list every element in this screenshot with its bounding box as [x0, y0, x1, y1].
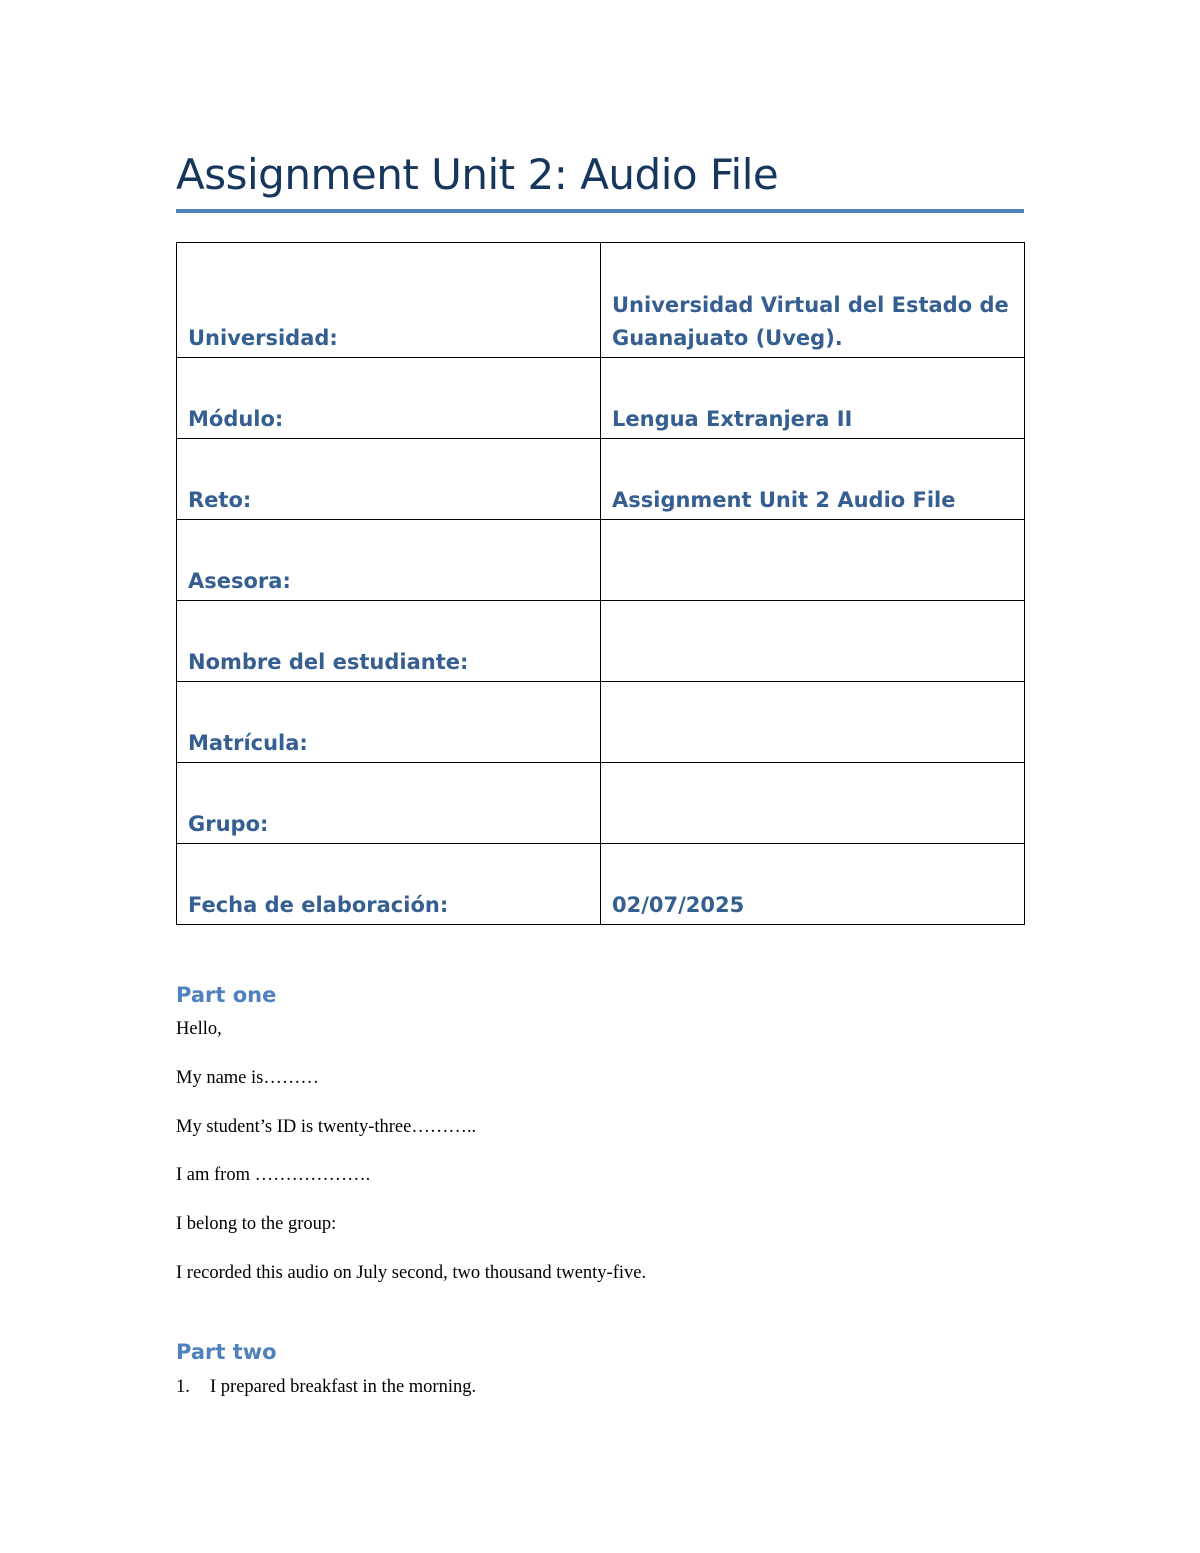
table-label-cell: [177, 358, 601, 439]
part-two-heading: Part two: [176, 1340, 277, 1364]
table-row: [177, 763, 1025, 844]
label-universidad: Universidad:: [188, 326, 338, 350]
part-one-line: My student’s ID is twenty-three………..: [176, 1117, 477, 1137]
table-label-cell: [177, 439, 601, 520]
table-value-cell: [601, 844, 1025, 925]
table-row: [177, 520, 1025, 601]
table-label-cell: [177, 243, 601, 358]
table-value-cell: [601, 358, 1025, 439]
part-one-line: I recorded this audio on July second, two thousand twenty-five.: [176, 1263, 647, 1283]
part-one-line: Hello,: [176, 1019, 222, 1039]
table-row: [177, 358, 1025, 439]
table-label-cell: [177, 601, 601, 682]
table-value-cell: [601, 682, 1025, 763]
label-reto: Reto:: [188, 488, 252, 512]
document-title: Assignment Unit 2: Audio File: [176, 150, 779, 199]
part-one-line: I am from ……………….: [176, 1165, 371, 1185]
table-value-cell: [601, 763, 1025, 844]
table-row: [177, 601, 1025, 682]
label-nombre-estudiante: Nombre del estudiante:: [188, 650, 469, 674]
table-row: [177, 682, 1025, 763]
title-underline: [176, 209, 1024, 213]
table-label-cell: [177, 763, 601, 844]
table-value-cell: [601, 243, 1025, 358]
label-grupo: Grupo:: [188, 812, 269, 836]
table-row: [177, 844, 1025, 925]
table-row: [177, 439, 1025, 520]
label-modulo: Módulo:: [188, 407, 284, 431]
label-matricula: Matrícula:: [188, 731, 308, 755]
value-modulo: Lengua Extranjera II: [612, 407, 853, 431]
table-value-cell: [601, 601, 1025, 682]
label-fecha: Fecha de elaboración:: [188, 893, 449, 917]
table-label-cell: [177, 520, 601, 601]
value-universidad: Universidad Virtual del Estado de Guanajuato (Uveg).: [612, 293, 1009, 350]
label-asesora: Asesora:: [188, 569, 291, 593]
table-label-cell: [177, 682, 601, 763]
part-one-line: My name is………: [176, 1068, 319, 1088]
value-fecha: 02/07/2025: [612, 893, 745, 917]
list-item: [176, 1374, 476, 1400]
list-item-text: I prepared breakfast in the morning.: [210, 1377, 477, 1397]
info-table: [176, 242, 1025, 925]
table-value-cell: [601, 439, 1025, 520]
part-one-line: I belong to the group:: [176, 1214, 337, 1234]
part-one-heading: Part one: [176, 983, 277, 1007]
table-value-cell: [601, 520, 1025, 601]
table-row: [177, 243, 1025, 358]
list-item-number: 1.: [176, 1377, 190, 1397]
value-reto: Assignment Unit 2 Audio File: [612, 488, 956, 512]
table-label-cell: [177, 844, 601, 925]
